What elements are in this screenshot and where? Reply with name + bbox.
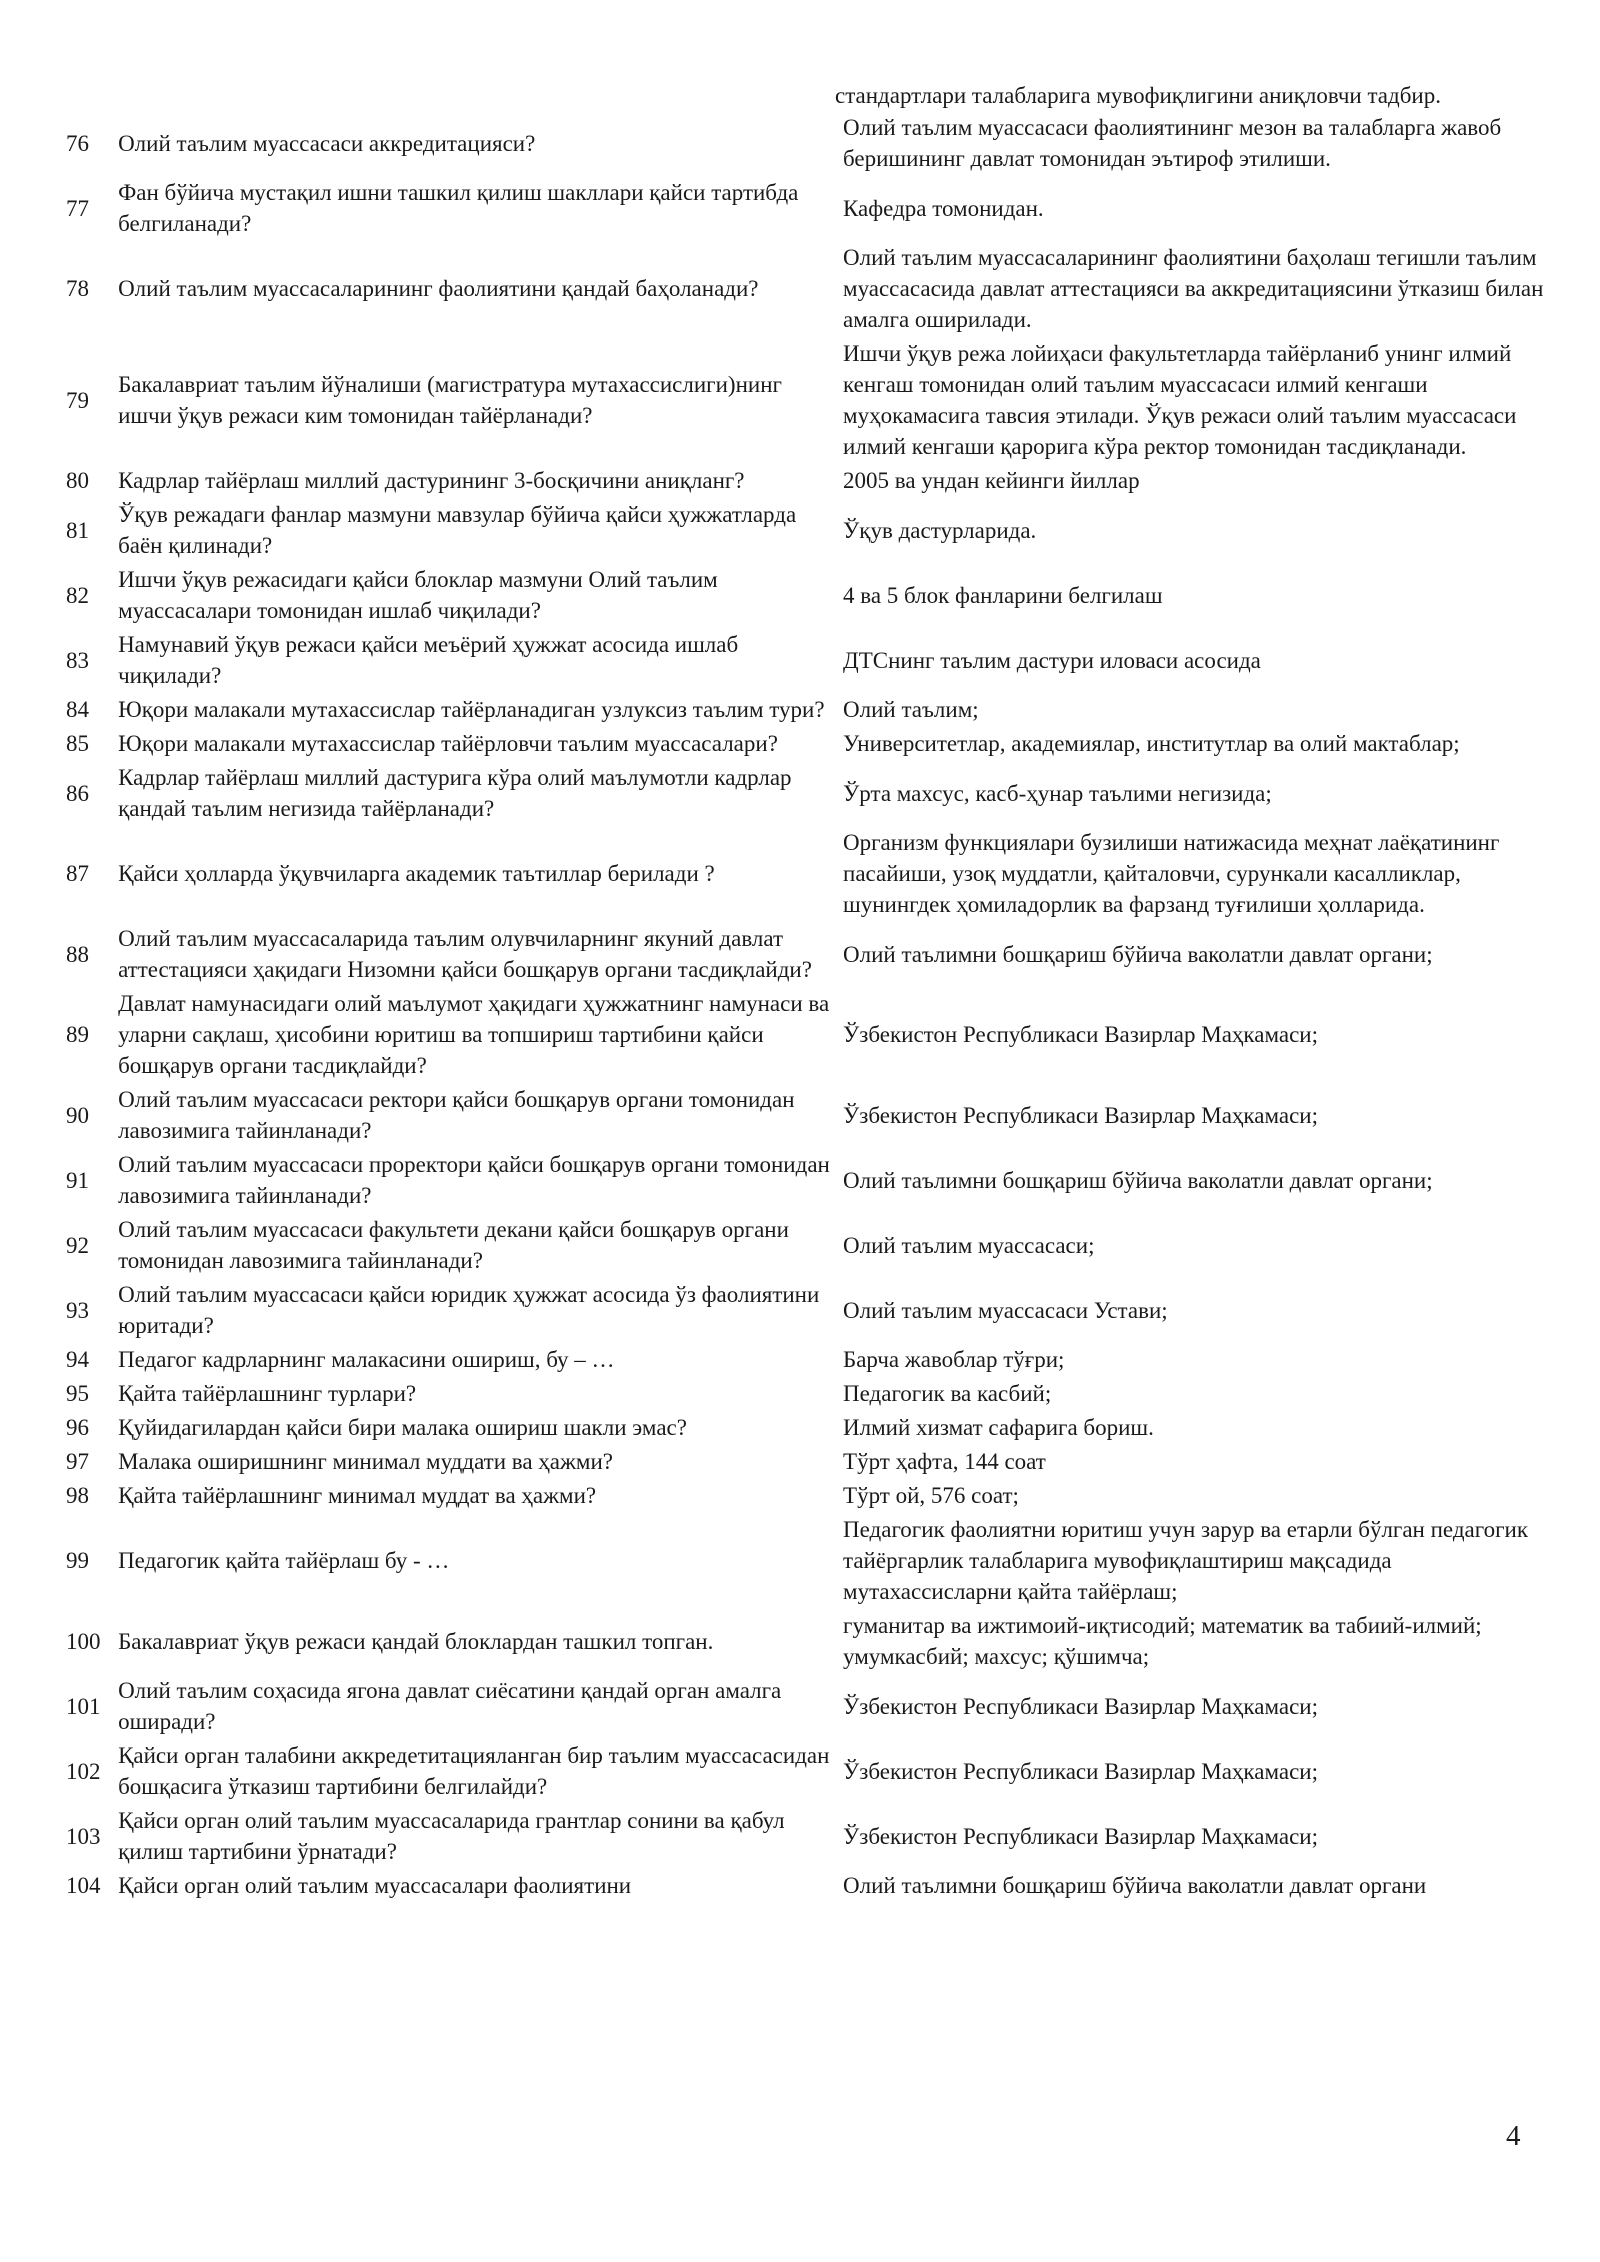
table-row	[66, 988, 1566, 1084]
question-cell: Кадрлар тайёрлаш миллий дастурининг 3-босқичини аниқланг?	[118, 468, 745, 493]
question-cell: Қайси орган олий таълим муассасаларида грантлар сонини ва қабул қилиш тартибини ўрнатади?	[118, 1808, 785, 1864]
row-number: 101	[66, 1693, 101, 1719]
table-row	[66, 564, 1566, 629]
table-row	[66, 1412, 1566, 1446]
row-number: 91	[66, 1167, 89, 1193]
row-number: 102	[66, 1758, 101, 1784]
table-row	[66, 762, 1566, 827]
table-row	[66, 1279, 1566, 1344]
answer-cell: гуманитар ва ижтимоий-иқтисодий; математик ва табиий-илмий; умумкасбий; махсус; қўшимча;	[843, 1613, 1482, 1669]
question-cell: Фан бўйича мустақил ишни ташкил қилиш шакллари қайси тартибда белгиланади?	[118, 180, 799, 236]
question-cell: Қайси орган талабини аккредетитациялaнган бир таълим муассасасидан бошқасига ўтказиш тартибини белгилайди?	[118, 1743, 830, 1799]
qa-table-body	[66, 112, 1566, 1904]
answer-cell: Олий таълим муассасаларининг фаолиятини баҳолаш тегишли таълим муассасасида давлат аттестацияси ва аккредитациясини ўтказиш билан амалга оширилади.	[843, 245, 1544, 332]
answer-cell: Олий таълим муассасаси Устави;	[843, 1297, 1168, 1323]
question-cell: Бакалавриат таълим йўналиши (магистратура мутахассислиги)нинг ишчи ўқув режаси ким томонидан тайёрланади?	[118, 372, 782, 428]
table-row	[66, 242, 1566, 338]
row-number: 87	[66, 861, 89, 886]
answer-cell: Ўзбекистон Республикаси Вазирлар Маҳкамаси;	[843, 1022, 1318, 1047]
table-row	[66, 1480, 1566, 1514]
table-row	[66, 1378, 1566, 1412]
table-row	[66, 1446, 1566, 1480]
table-row	[66, 728, 1566, 762]
table-row	[66, 112, 1566, 177]
answer-cell: Ўзбекистон Республикаси Вазирлар Маҳкамаси;	[843, 1102, 1318, 1128]
answer-cell: 4 ва 5 блок фанларини белгилаш	[843, 582, 1163, 608]
answer-cell: ДТСнинг таълим дастури иловаси асосида	[843, 647, 1261, 673]
answer-cell: Тўрт ҳафта, 144 соат	[843, 1449, 1046, 1474]
row-number: 79	[66, 387, 89, 413]
continuation-text: стандартлари талабларига мувофиқлигини аниқловчи тадбир.	[835, 83, 1441, 108]
answer-cell: Педагогик ва касбий;	[843, 1381, 1052, 1406]
row-number: 99	[66, 1548, 89, 1573]
question-cell: Олий таълим муассасаси ректори қайси бошқарув органи томонидан лавозимига тайинланади?	[118, 1087, 795, 1143]
question-cell: Олий таълим муассасаси аккредитацияси?	[118, 130, 536, 156]
question-cell: Қайси орган олий таълим муассасалари фаолиятини	[118, 1873, 632, 1898]
table-row	[66, 1610, 1566, 1675]
answer-cell: Ўқув дастурларида.	[843, 517, 1037, 543]
answer-cell: Педагогик фаолиятни юритиш учун зарур ва етарли бўлган педагогик тайёргарлик талабларига мувофиқлаштириш мақсадида мутахассисларни қайта тайёрлаш;	[843, 1517, 1529, 1604]
row-number: 83	[66, 647, 89, 673]
answer-cell: Тўрт ой, 576 соат;	[843, 1483, 1019, 1508]
table-row	[66, 1675, 1566, 1740]
table-row	[66, 629, 1566, 694]
question-cell: Қайси ҳолларда ўқувчиларга академик таътиллар берилади ?	[118, 861, 715, 886]
answer-cell: Ўзбекистон Республикаси Вазирлар Маҳкамаси;	[843, 1693, 1318, 1719]
question-cell: Намунавий ўқув режаси қайси меъёрий ҳужжат асосида ишлаб чиқилади?	[118, 632, 739, 688]
table-row	[66, 177, 1566, 242]
row-number: 100	[66, 1628, 101, 1654]
row-number: 78	[66, 276, 89, 301]
row-number: 98	[66, 1483, 89, 1508]
row-number: 97	[66, 1449, 89, 1474]
row-number: 94	[66, 1347, 89, 1372]
question-cell: Юқори малакали мутахассислар тайёрловчи таълим муассасалари?	[118, 731, 778, 756]
question-cell: Бакалавриат ўқув режаси қандай блоклардан ташкил топган.	[118, 1628, 714, 1654]
question-cell: Кадрлар тайёрлаш миллий дастурига кўра олий маълумотли кадрлар қандай таълим негизида тайёрланади?	[118, 765, 792, 821]
row-number: 95	[66, 1381, 89, 1406]
row-number: 80	[66, 468, 89, 493]
answer-cell: Олий таълим муассасаси;	[843, 1232, 1095, 1258]
row-number: 76	[66, 130, 89, 156]
row-number: 82	[66, 582, 89, 608]
row-number: 104	[66, 1873, 101, 1898]
answer-cell: Университетлар, академиялар, институтлар ва олий мактаблар;	[843, 731, 1460, 756]
question-cell: Юқори малакали мутахассислар тайёрланадиган узлуксиз таълим тури?	[118, 697, 825, 722]
answer-cell: Ўзбекистон Республикаси Вазирлар Маҳкамаси;	[843, 1823, 1318, 1849]
answer-cell: Олий таълимни бошқариш бўйича ваколатли давлат органи	[843, 1873, 1427, 1898]
row-number: 92	[66, 1232, 89, 1258]
answer-cell: Илмий хизмат сафарига бориш.	[843, 1415, 1154, 1440]
answer-cell: Ўрта махсус, касб-ҳунар таълими негизида;	[843, 780, 1272, 806]
table-row	[66, 1514, 1566, 1610]
question-cell: Қуйидагилардан қайси бири малака ошириш шакли эмас?	[118, 1415, 687, 1440]
question-cell: Педагогик қайта тайёрлаш бу - …	[118, 1548, 450, 1573]
table-row	[66, 827, 1566, 923]
answer-cell: Кафедра томонидан.	[843, 195, 1044, 221]
question-cell: Олий таълим муассасаси факультети декани қайси бошқарув органи томонидан лавозимига тайинланади?	[118, 1217, 789, 1273]
table-row	[66, 465, 1566, 499]
row-number: 77	[66, 195, 89, 221]
answer-cell: Олий таълим;	[843, 697, 979, 722]
question-cell: Олий таълим муассасаларида таълим олувчиларнинг якуний давлат аттестацияси ҳақидаги Низомни қайси бошқарув органи тасдиқлайди?	[118, 926, 812, 982]
row-number: 93	[66, 1297, 89, 1323]
table-row	[66, 1870, 1566, 1904]
question-cell: Давлат намунасидаги олий маълумот ҳақидаги ҳужжатнинг намунаси ва уларни сақлаш, ҳисобини юритиш ва топшириш тартибини қайси бошқарув органи тасдиқлайди?	[118, 991, 830, 1078]
table-row	[66, 1805, 1566, 1870]
question-cell: Олий таълим муассасаларининг фаолиятини қандай баҳоланади?	[118, 276, 759, 301]
table-row	[66, 338, 1566, 465]
table-row	[66, 1149, 1566, 1214]
answer-cell: 2005 ва ундан кейинги йиллар	[843, 468, 1140, 493]
row-number: 81	[66, 517, 89, 543]
answer-cell: Барча жавоблар тўғри;	[843, 1347, 1065, 1372]
row-number: 88	[66, 941, 89, 967]
table-row	[66, 923, 1566, 988]
table-row	[66, 1084, 1566, 1149]
answer-cell: Организм функциялари бузилиши натижасида меҳнат лаёқатининг пасайиши, узоқ муддатли, қайталовчи, сурункали касалликлар, шунингдек ҳомиладорлик ва фарзанд туғилиши ҳолларида.	[843, 830, 1500, 917]
question-cell: Ишчи ўқув режасидаги қайси блоклар мазмуни Олий таълим муассасалари томонидан ишлаб чиқилади?	[118, 567, 718, 623]
answer-cell: Олий таълимни бошқариш бўйича ваколатли давлат органи;	[843, 1167, 1433, 1193]
table-row	[66, 499, 1566, 564]
row-number: 103	[66, 1823, 101, 1849]
qa-table	[66, 112, 1566, 1904]
table-row	[66, 1344, 1566, 1378]
answer-cell: Олий таълимни бошқариш бўйича ваколатли давлат органи;	[843, 941, 1433, 967]
row-number: 85	[66, 731, 89, 756]
question-cell: Олий таълим муассасаси проректори қайси бошқарув органи томонидан лавозимига тайинланади?	[118, 1152, 830, 1208]
table-row	[66, 1740, 1566, 1805]
row-number: 89	[66, 1022, 89, 1047]
question-cell: Малака оширишнинг минимал муддати ва ҳажми?	[118, 1449, 613, 1474]
question-cell: Олий таълим соҳасида ягона давлат сиёсатини қандай орган амалга оширади?	[118, 1678, 782, 1734]
question-cell: Ўқув режадаги фанлар мазмуни мавзулар бўйича қайси ҳужжатларда баён қилинади?	[118, 502, 797, 558]
row-number: 86	[66, 780, 89, 806]
table-row	[66, 1214, 1566, 1279]
row-number: 96	[66, 1415, 89, 1440]
answer-cell: Ўзбекистон Республикаси Вазирлар Маҳкамаси;	[843, 1758, 1318, 1784]
row-number: 84	[66, 697, 89, 722]
question-cell: Олий таълим муассасаси қайси юридик ҳужжат асосида ўз фаолиятини юритади?	[118, 1282, 820, 1338]
question-cell: Қайта тайёрлашнинг турлари?	[118, 1381, 417, 1406]
question-cell: Қайта тайёрлашнинг минимал муддат ва ҳажми?	[118, 1483, 597, 1508]
table-row	[66, 694, 1566, 728]
question-cell: Педагог кадрларнинг малакасини ошириш, бу – …	[118, 1347, 615, 1372]
page-number: 4	[1506, 2120, 1521, 2152]
row-number: 90	[66, 1102, 89, 1128]
answer-cell: Олий таълим муассасаси фаолиятининг мезон ва талабларга жавоб беришининг давлат томонидан эътироф этилиши.	[843, 115, 1502, 171]
answer-cell: Ишчи ўқув режа лойиҳаси факультетларда тайёрланиб унинг илмий кенгаш томонидан олий таълим муассасаси илмий кенгаши муҳокамасига тавсия этилади. Ўқув режаси олий таълим муассасаси илмий кенгаши қарорига кўра ректор томонидан тасдиқланади.	[843, 341, 1517, 459]
